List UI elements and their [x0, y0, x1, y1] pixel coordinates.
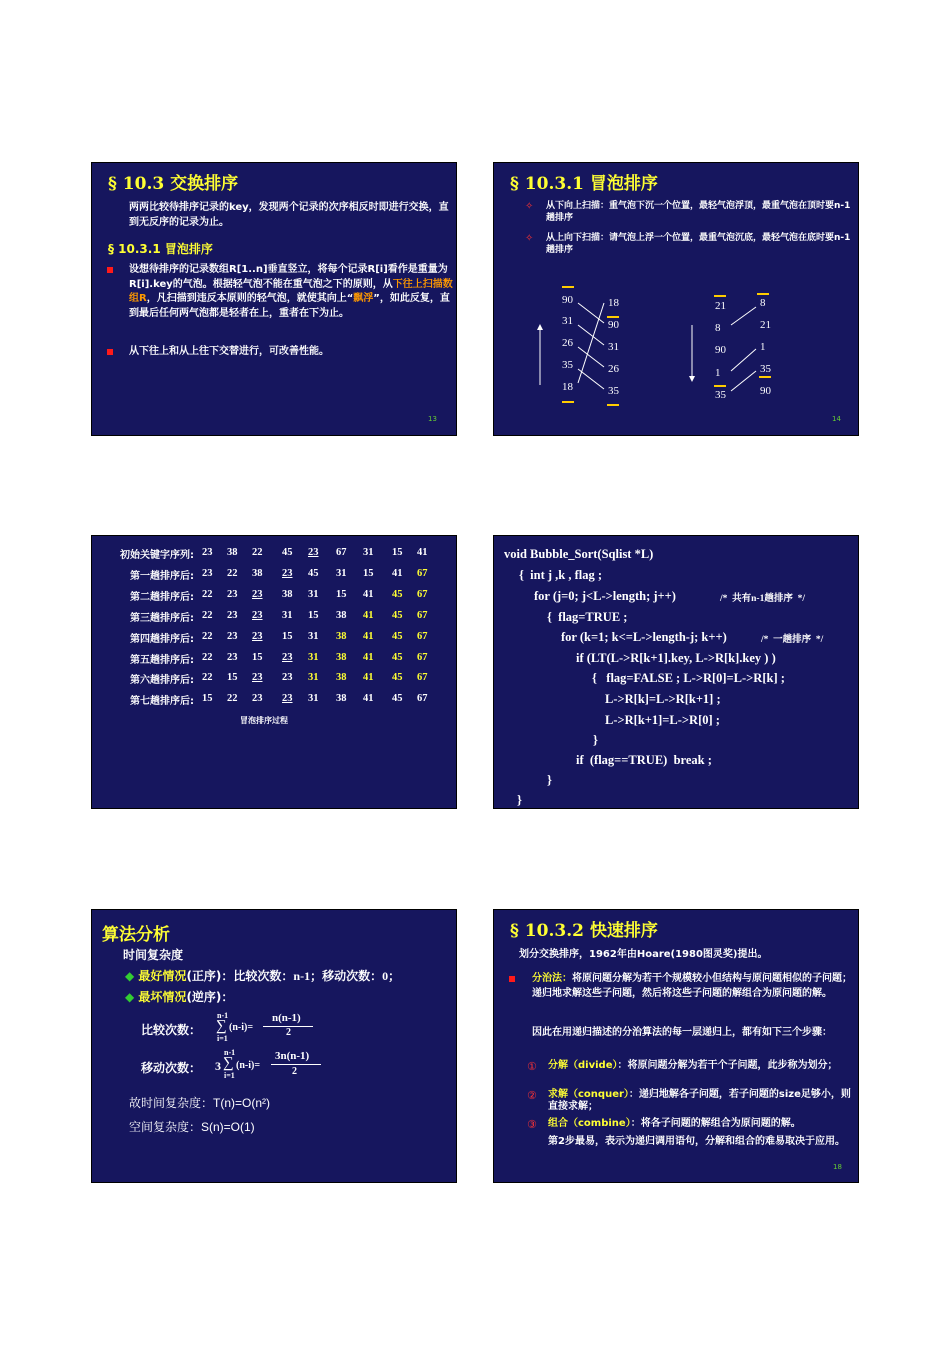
table-cell: 67	[417, 588, 428, 600]
table-cell: 15	[336, 588, 347, 600]
sum-lower: i=1	[224, 1071, 235, 1080]
table-cell: 67	[417, 693, 428, 705]
table-cell: 41	[363, 672, 374, 684]
row-label: 第一趟排序后:	[130, 570, 194, 582]
left-col1-value: 31	[562, 315, 573, 327]
row-label: 第七趟排序后:	[130, 696, 194, 708]
sum-lower: i=1	[217, 1034, 228, 1043]
bullet-1-text: 从下向上扫描：重气泡下沉一个位置，最轻气泡浮顶，最重气泡在顶时要n-1趟排序	[546, 201, 851, 223]
bullet-square-icon	[509, 976, 515, 982]
table-cell: 23	[252, 672, 263, 684]
code-line: for (j=0; j<L->length; j++)	[534, 589, 676, 603]
slide-18	[493, 909, 859, 1183]
step-number-icon: ②	[527, 1089, 537, 1102]
step-2-text: 求解（conquer）：递归地解各子问题，若子问题的size足够小，则直接求解；	[548, 1089, 851, 1112]
left-col1-value: 18	[562, 381, 573, 393]
table-cell: 23	[308, 547, 319, 558]
table-cell: 23	[227, 630, 238, 642]
table-cell: 23	[252, 588, 263, 600]
slide-15	[91, 535, 457, 809]
table-cell: 31	[308, 651, 319, 663]
table-cell: 23	[202, 567, 213, 579]
page-number: 13	[428, 415, 437, 423]
right-col2-value: 1	[760, 341, 766, 353]
left-col1-value: 26	[562, 337, 573, 349]
diamond-bullet-icon: ◆	[125, 969, 135, 983]
compare-denominator: 2	[286, 1027, 291, 1038]
bubble-arrows-diagram	[494, 163, 859, 436]
step-1-text: 分解（divide）：将原问题分解为若干个子问题，此步称为划分；	[548, 1060, 838, 1071]
table-cell: 45	[392, 630, 403, 642]
table-cell: 23	[227, 588, 238, 600]
slide-title: § 10.3.1 冒泡排序	[510, 174, 658, 194]
right-col1-value: 21	[715, 300, 726, 312]
table-cell: 67	[417, 630, 428, 642]
move-numerator: 3n(n-1)	[275, 1050, 310, 1062]
bullet-square-icon	[107, 349, 113, 355]
move-denominator: 2	[292, 1066, 297, 1077]
left-col2-value: 90	[608, 319, 619, 331]
table-cell: 31	[363, 547, 374, 558]
code-comment: /* 共有n-1趟排序 */	[720, 594, 805, 604]
left-col2-value: 26	[608, 363, 619, 375]
table-cell: 67	[336, 547, 347, 558]
table-cell: 22	[227, 693, 238, 705]
table-cell: 41	[392, 567, 403, 579]
right-col2-value: 35	[760, 363, 771, 375]
slide-title: 算法分析	[102, 925, 170, 945]
table-cell: 23	[282, 672, 293, 684]
left-col1-value: 35	[562, 359, 573, 371]
slide-13	[91, 162, 457, 436]
step-number-icon: ①	[527, 1060, 537, 1073]
slide-16	[493, 535, 859, 809]
step-3-text: 组合（combine）：将各子问题的解组合为原问题的解。	[548, 1118, 801, 1129]
slide-title: § 10.3 交换排序	[108, 174, 239, 194]
table-cell: 23	[282, 651, 293, 663]
right-col1-value: 1	[715, 367, 721, 379]
table-cell: 15	[392, 547, 403, 558]
table-cell: 31	[336, 567, 347, 579]
table-cell: 38	[282, 588, 293, 600]
table-cell: 22	[202, 630, 213, 642]
slide-14	[493, 162, 859, 436]
code-line: if (flag==TRUE) break ;	[576, 753, 712, 767]
code-comment: /* 一趟排序 */	[761, 635, 824, 645]
table-cell: 45	[392, 609, 403, 621]
table-cell: 67	[417, 609, 428, 621]
section-subtitle: § 10.3.1 冒泡排序	[108, 242, 213, 256]
table-cell: 15	[202, 693, 213, 705]
table-cell: 22	[202, 651, 213, 663]
table-cell: 31	[308, 672, 319, 684]
table-caption: 冒泡排序过程	[240, 716, 288, 725]
divide-conquer-text: 分治法：将原问题分解为若干个规模较小但结构与原问题相似的子问题；递归地求解这些子问题，然后将这些子问题的解组合为原问题的解。	[532, 973, 852, 999]
code-line: L->R[k+1]=L->R[0] ;	[605, 713, 720, 727]
table-cell: 67	[417, 567, 428, 579]
right-col2-value: 21	[760, 319, 771, 331]
row-label: 第五趟排序后:	[130, 654, 194, 666]
row-label: 第二趟排序后:	[130, 591, 194, 603]
right-col2-value: 90	[760, 385, 771, 397]
table-cell: 23	[227, 651, 238, 663]
table-cell: 23	[282, 567, 293, 579]
table-cell: 31	[308, 630, 319, 642]
intro-text: 划分交换排序，1962年由Hoare(1980图灵奖)提出。	[519, 949, 768, 960]
table-cell: 31	[282, 609, 293, 621]
table-cell: 15	[227, 672, 238, 684]
table-cell: 41	[417, 547, 428, 558]
row-label: 初始关键字序列:	[120, 550, 194, 561]
diamond-bullet-icon: ◆	[125, 990, 135, 1004]
table-cell: 45	[392, 693, 403, 705]
page-number: 14	[832, 415, 841, 423]
bullet-2-text: 从下往上和从上往下交替进行，可改善性能。	[129, 346, 329, 357]
table-cell: 23	[202, 547, 213, 558]
compare-expr: (n-i)=	[229, 1022, 254, 1033]
table-cell: 15	[252, 651, 263, 663]
table-cell: 22	[202, 672, 213, 684]
code-line: }	[517, 793, 522, 807]
step-number-icon: ③	[527, 1118, 537, 1131]
diamond-bullet-icon: ✧	[525, 233, 534, 244]
table-cell: 41	[363, 693, 374, 705]
intro-text: 两两比较待排序记录的key，发现两个记录的次序相反时即进行交换，直到无反序的记录为止。	[129, 202, 449, 228]
table-cell: 38	[336, 651, 347, 663]
right-col1-value: 8	[715, 322, 721, 334]
table-cell: 41	[363, 609, 374, 621]
code-line: }	[547, 773, 552, 787]
table-cell: 41	[363, 651, 374, 663]
slide-17	[91, 909, 457, 1183]
right-col1-value: 35	[715, 389, 726, 401]
left-col2-value: 18	[608, 297, 619, 309]
page-number: 18	[833, 1163, 842, 1171]
code-line: L->R[k]=L->R[k+1] ;	[605, 692, 721, 706]
table-cell: 41	[363, 588, 374, 600]
table-cell: 15	[308, 609, 319, 621]
sum-upper: n-1	[217, 1011, 229, 1020]
table-cell: 23	[252, 609, 263, 621]
time-complexity-heading: 时间复杂度	[123, 948, 184, 962]
row-label: 第四趟排序后:	[130, 633, 194, 645]
table-cell: 22	[202, 609, 213, 621]
table-cell: 23	[282, 693, 293, 705]
move-expr: (n-i)=	[236, 1060, 261, 1071]
code-line: void Bubble_Sort(Sqlist *L)	[504, 547, 654, 561]
table-cell: 23	[252, 693, 263, 705]
table-cell: 45	[392, 588, 403, 600]
left-col2-value: 31	[608, 341, 619, 353]
code-line: { int j ,k , flag ;	[519, 568, 603, 582]
code-line: { flag=TRUE ;	[547, 610, 628, 624]
table-cell: 31	[308, 588, 319, 600]
sigma-icon: ∑	[223, 1055, 234, 1071]
table-cell: 23	[252, 630, 263, 642]
row-label: 第六趟排序后:	[130, 675, 194, 687]
table-cell: 45	[282, 547, 293, 558]
table-cell: 38	[336, 609, 347, 621]
compare-numerator: n(n-1)	[272, 1012, 301, 1024]
right-col2-value: 8	[760, 297, 766, 309]
table-cell: 45	[308, 567, 319, 579]
table-cell: 38	[336, 693, 347, 705]
bullet-1-text: 设想待排序的记录数组R[1..n]垂直竖立，将每个记录R[i]看作是重量为R[i].key的气泡。根据轻气泡不能在重气泡之下的原则，从下往上扫描数组R，凡扫描到违反本原则的轻气泡，就使其向上“飘浮”，如此反复，直到最后任何两气泡都是轻者在上，重者在下为止。	[129, 264, 453, 319]
bullet-2-text: 从上向下扫描：请气泡上浮一个位置，最重气泡沉底，最轻气泡在底时要n-1趟排序	[546, 233, 851, 255]
worst-case-line: ◆ 最坏情况(逆序)：	[125, 990, 234, 1004]
fraction-bar	[271, 1064, 321, 1065]
table-cell: 15	[282, 630, 293, 642]
move-coefficient: 3	[215, 1059, 221, 1073]
code-line: if (LT(L->R[k+1].key, L->R[k].key ) )	[576, 651, 776, 665]
table-cell: 38	[336, 672, 347, 684]
compare-label: 比较次数：	[141, 1023, 202, 1037]
table-cell: 67	[417, 651, 428, 663]
best-case-line: ◆ 最好情况(正序)：比较次数：n-1；移动次数：0；	[125, 969, 401, 983]
table-cell: 38	[252, 567, 263, 579]
table-cell: 22	[252, 547, 263, 558]
table-cell: 23	[227, 609, 238, 621]
row-label: 第三趟排序后:	[130, 612, 194, 624]
note-text: 第2步最易，表示为递归调用语句，分解和组合的难易取决于应用。	[548, 1136, 845, 1147]
table-cell: 38	[336, 630, 347, 642]
code-line: for (k=1; k<=L->length-j; k++)	[561, 630, 727, 644]
time-complexity-result: 故时间复杂度：T(n)=O(n²)	[129, 1096, 271, 1110]
table-cell: 45	[392, 651, 403, 663]
left-col1-value: 90	[562, 294, 573, 306]
sum-upper: n-1	[224, 1048, 236, 1057]
sigma-icon: ∑	[216, 1018, 227, 1034]
code-line: }	[593, 733, 598, 747]
bullet-square-icon	[107, 267, 113, 273]
move-label: 移动次数：	[141, 1061, 202, 1075]
table-cell: 45	[392, 672, 403, 684]
right-col1-value: 90	[715, 344, 726, 356]
diamond-bullet-icon: ✧	[525, 201, 534, 212]
table-cell: 15	[363, 567, 374, 579]
left-col2-value: 35	[608, 385, 619, 397]
table-cell: 22	[202, 588, 213, 600]
code-line: { flag=FALSE ; L->R[0]=L->R[k] ;	[592, 671, 785, 685]
space-complexity-result: 空间复杂度：S(n)=O(1)	[129, 1120, 255, 1134]
table-cell: 31	[308, 693, 319, 705]
table-cell: 22	[227, 567, 238, 579]
table-cell: 41	[363, 630, 374, 642]
steps-intro-text: 因此在用递归描述的分治算法的每一层递归上，都有如下三个步骤：	[532, 1027, 832, 1038]
slide-title: § 10.3.2 快速排序	[510, 921, 658, 941]
table-cell: 67	[417, 672, 428, 684]
table-cell: 38	[227, 547, 238, 558]
